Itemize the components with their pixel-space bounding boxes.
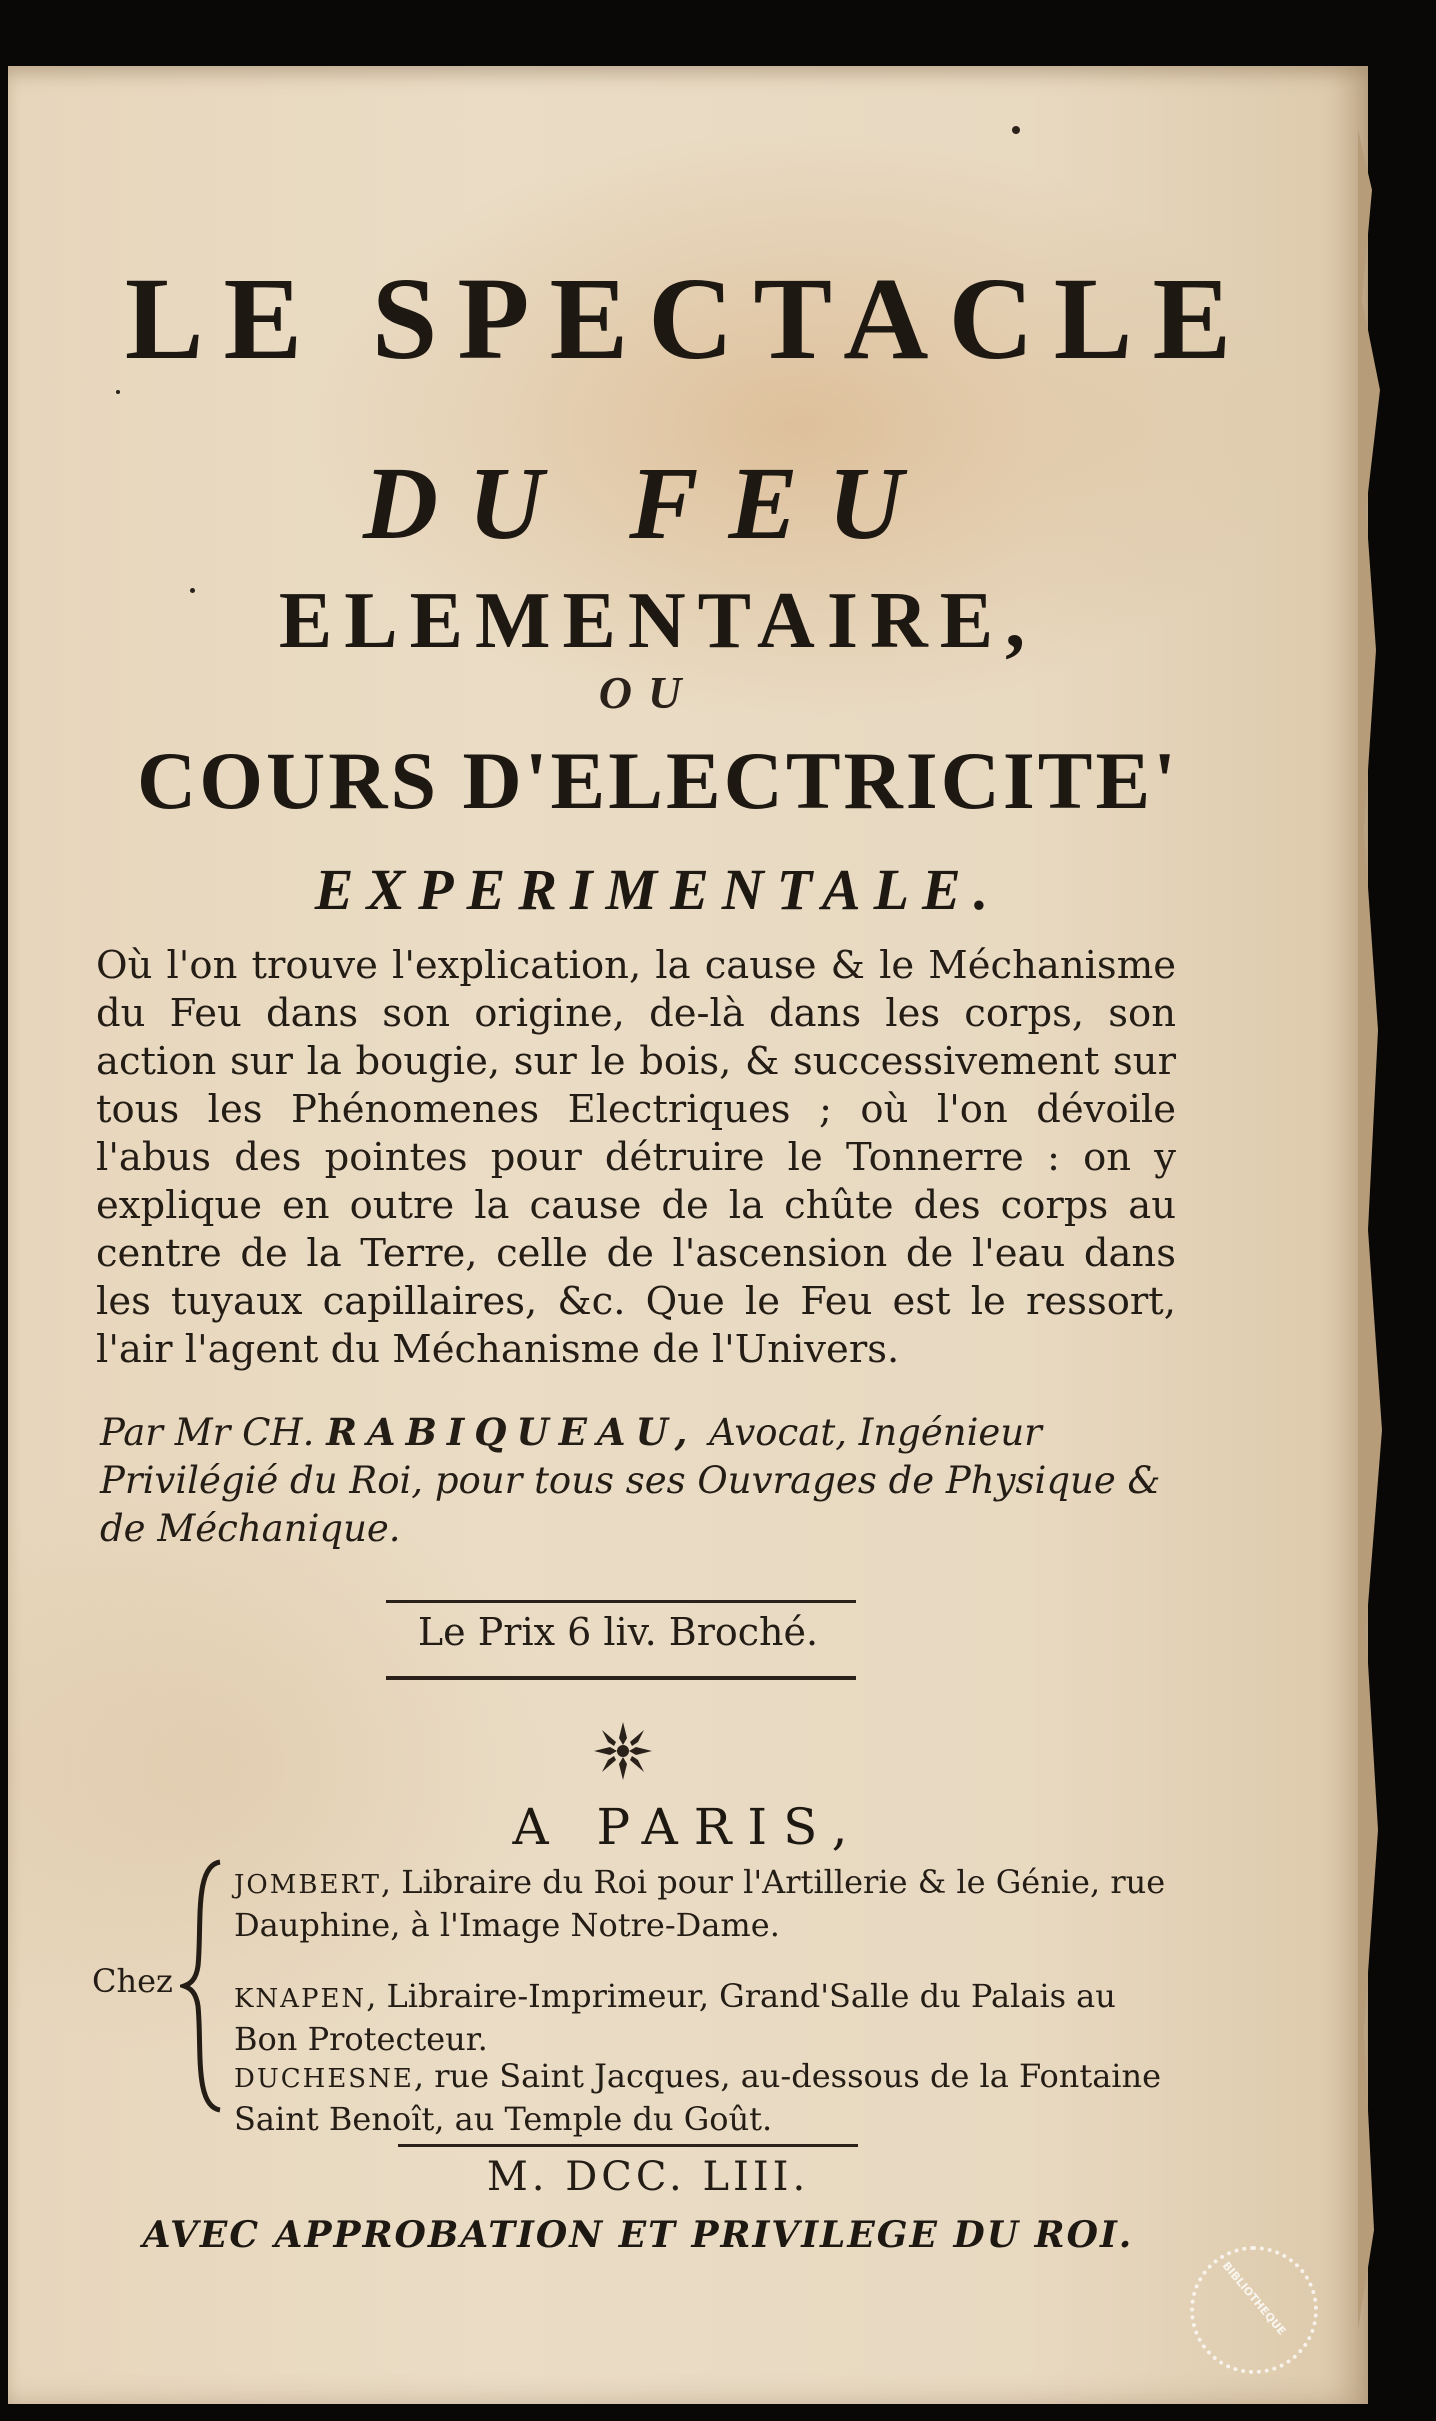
title-line-6: EXPERIMENTALE.	[314, 857, 1002, 922]
book-spine-edge	[1358, 130, 1398, 2330]
library-stamp	[1190, 2246, 1318, 2374]
price-line: Le Prix 6 liv. Broché.	[417, 1610, 819, 1654]
description-paragraph: Où l'on trouve l'explication, la cause & le Méchanisme du Feu dans son origine, de-là dans les corps, son action sur la bougie, sur le bois, & successivement sur tous les Phénomenes Electriques ; où l'on dévoile l'abus des pointes pour détruire le Tonnerre : on y explique en outre la cause de la chûte des corps au centre de la Terre, celle de l'ascension de l'eau dans les tuyaux capillaires, &c. Que le Feu est le ressort, l'air l'agent du Méchanisme de l'Univers.	[96, 943, 1176, 1372]
divider-rule	[386, 1676, 856, 1680]
bookseller-address: , Libraire du Roi pour l'Artillerie & le Génie, rue Dauphine, à l'Image Notre-Dame.	[234, 1863, 1166, 1944]
author-statement	[100, 1408, 1180, 1553]
title-line-1: LE SPECTACLE	[124, 253, 1252, 384]
bookseller-entry-duchesne	[234, 2056, 1184, 2139]
divider-rule	[398, 2144, 858, 2147]
title-line-5: COURS D'ELECTRICITE'	[137, 735, 1179, 826]
curly-brace-icon	[180, 1856, 230, 2116]
title-page	[8, 66, 1368, 2404]
chez-label: Chez	[92, 1962, 173, 2000]
bookseller-address: , rue Saint Jacques, au-dessous de la Fontaine Saint Benoît, au Temple du Goût.	[234, 2057, 1162, 2138]
author-titles: Avocat, Ingénieur Privilégié du Roi, pour tous ses Ouvrages de Physique & de Méchanique.	[100, 1411, 1161, 1550]
bookseller-entry-jombert	[234, 1862, 1184, 1945]
author-name: RABIQUEAU,	[326, 1410, 698, 1454]
divider-rule	[386, 1600, 856, 1603]
bookseller-address: , Libraire-Imprimeur, Grand'Salle du Palais au Bon Protecteur.	[234, 1977, 1116, 2058]
publication-year: M. DCC. LIII.	[486, 2154, 810, 2200]
bookseller-name: KNAPEN	[234, 1984, 367, 2014]
ink-speck	[116, 390, 120, 394]
bookseller-entry-knapen	[234, 1976, 1184, 2059]
stamp-text: BIBLIOTHEQUE	[1219, 2259, 1289, 2338]
title-line-4: OU	[598, 667, 698, 718]
imprint-city: A PARIS,	[512, 1798, 864, 1856]
royal-approbation: AVEC APPROBATION ET PRIVILEGE DU ROI.	[142, 2214, 1134, 2256]
author-prefix: Par Mr CH.	[100, 1411, 315, 1454]
ink-speck	[1012, 126, 1020, 134]
bookseller-name: DUCHESNE	[234, 2064, 414, 2094]
ink-speck	[190, 588, 195, 593]
title-line-3: ELEMENTAIRE,	[278, 577, 1038, 665]
fleuron-ornament-icon	[588, 1718, 658, 1784]
title-line-2: DU FEU	[362, 446, 934, 561]
bookseller-name: JOMBERT	[234, 1870, 381, 1900]
